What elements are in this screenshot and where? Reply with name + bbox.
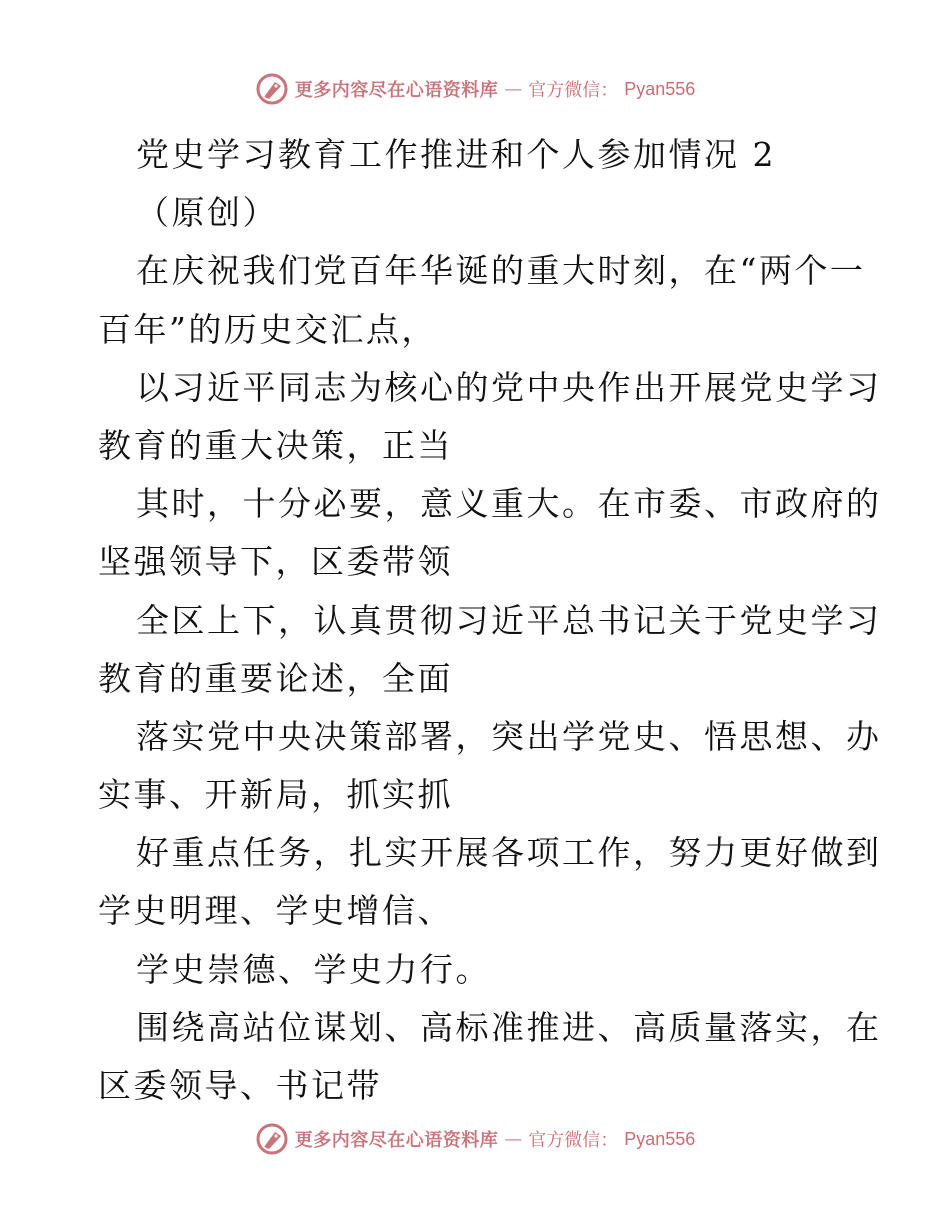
watermark-wechat-id: Pyan556 bbox=[624, 78, 696, 99]
watermark-brand-text: 更多内容尽在心语资料库 bbox=[294, 1130, 499, 1151]
text-line: 全区上下，认真贯彻习近平总书记关于党史学习 bbox=[136, 600, 882, 640]
document-body bbox=[98, 126, 882, 1115]
watermark-brand-text: 更多内容尽在心语资料库 bbox=[294, 80, 499, 101]
watermark-wechat-label: 官方微信： bbox=[528, 1130, 619, 1151]
text-line: 百年”的历史交汇点， bbox=[98, 309, 437, 349]
watermark-separator: — bbox=[504, 78, 523, 100]
text-line: （原创） bbox=[136, 193, 278, 233]
text-line: 围绕高站位谋划、高标准推进、高质量落实，在 bbox=[136, 1007, 882, 1047]
text-line: 区委领导、书记带 bbox=[98, 1066, 382, 1105]
pen-nib-logo-icon bbox=[255, 1122, 289, 1156]
text-line: 落实党中央决策部署，突出学党史、悟思想、办 bbox=[136, 716, 882, 756]
watermark-separator: — bbox=[504, 1128, 523, 1150]
text-line: 在庆祝我们党百年华诞的重大时刻，在“两个一 bbox=[136, 251, 866, 291]
pen-nib-logo-icon bbox=[255, 72, 289, 106]
watermark-wechat-label: 官方微信： bbox=[528, 80, 619, 101]
text-line: 以习近平同志为核心的党中央作出开展党史学习 bbox=[136, 367, 882, 407]
footer-watermark bbox=[0, 1122, 950, 1156]
text-line: 其时，十分必要，意义重大。在市委、市政府的 bbox=[136, 484, 882, 524]
watermark-wechat-id: Pyan556 bbox=[624, 1128, 696, 1149]
text-line: 实事、开新局，抓实抓 bbox=[98, 775, 453, 815]
text-line: 坚强领导下，区委带领 bbox=[98, 542, 453, 582]
text-line: 教育的重要论述，全面 bbox=[98, 658, 453, 698]
header-watermark bbox=[0, 72, 950, 106]
text-line: 好重点任务，扎实开展各项工作，努力更好做到 bbox=[136, 833, 882, 873]
document-title-line: 党史学习教育工作推进和个人参加情况 2 bbox=[136, 135, 776, 174]
text-line: 学史明理、学史增信、 bbox=[98, 891, 453, 931]
text-line: 教育的重大决策，正当 bbox=[98, 425, 453, 465]
text-line: 学史崇德、学史力行。 bbox=[136, 949, 491, 989]
